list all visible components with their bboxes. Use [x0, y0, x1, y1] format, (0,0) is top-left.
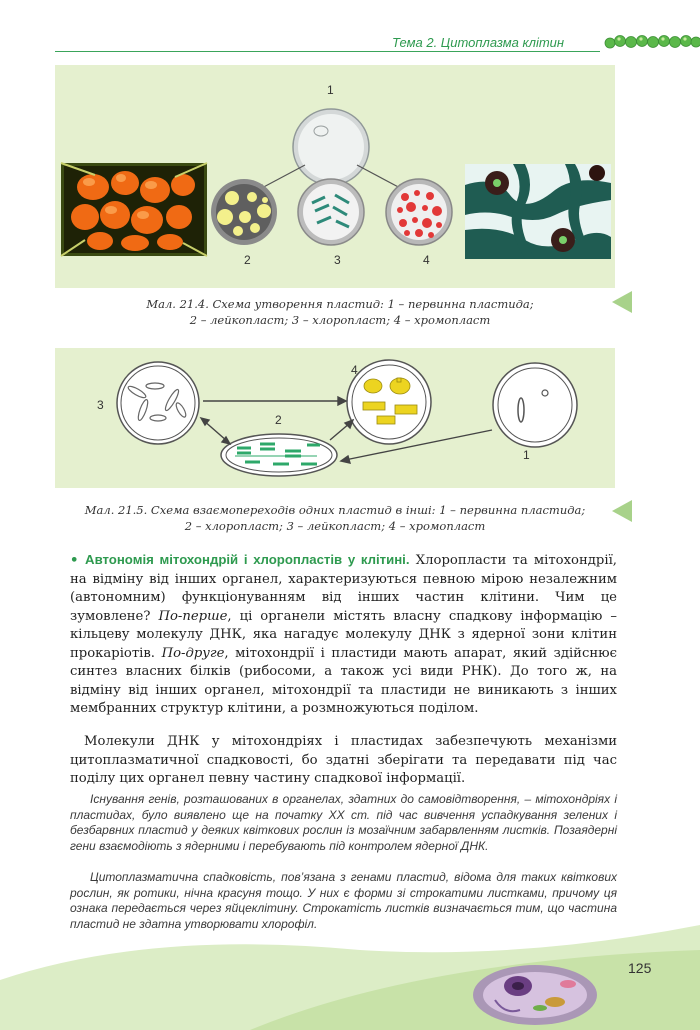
margin-marker	[612, 500, 632, 522]
photo-chromoplasts	[61, 163, 207, 256]
cell-illustration	[473, 965, 597, 1025]
primary-plastid-icon	[493, 363, 577, 447]
fig1-label-2: 2	[244, 253, 251, 267]
fig2-label-4: 4	[351, 363, 358, 377]
leucoplast-icon	[117, 362, 199, 444]
note-organelle-genes: Існування генів, розташованих в органелах, здатних до самовідтворення, – мітохондріях і пластидах, було виявлено ще на початку XX ст. під час вивчення успадкування зелених і безбарвних пластид у деяких квіткових рослин із мозаїчним забарвленням листків. Позаядерні гени взаємодіють з ядерними і перебувають під контролем ядерної ДНК.	[70, 792, 617, 853]
paragraph-emphasis: По-друге	[161, 645, 225, 661]
figure1-caption-line2: 2 – лейкопласт; 3 – хлоропласт; 4 – хромопласт	[189, 313, 491, 327]
header-rule	[55, 51, 600, 52]
paragraph-text: , мітохондрії і пластиди мають апарат, який здійснює синтез власних білків (рибосоми, а також усі види РНК). До того ж, на відміну від інших органел, мітохондрії та пластиди не виникають з інших мембранних структур клітини, а розмножуються поділом.	[70, 645, 617, 716]
bullet-icon: •	[70, 553, 86, 568]
paragraph-text: , ці органели містять власну спадкову інформацію – кільцеву молекулу ДНК, яка нагадує молекулу ДНК з ядерної зони клітин прокаріотів.	[70, 608, 617, 661]
chromoplast-icon	[386, 179, 452, 245]
fig1-label-3: 3	[334, 253, 341, 267]
chapter-title: Тема 2. Цитоплазма клітин	[392, 35, 565, 50]
figure-plastid-transitions	[55, 348, 615, 488]
figure1-caption	[90, 296, 590, 328]
primary-plastid-icon	[293, 109, 369, 185]
fig2-label-2: 2	[275, 413, 282, 427]
paragraph-autonomy	[70, 551, 617, 719]
figure2-caption-line1: Мал. 21.5. Схема взаємопереходів одних пластид в інші: 1 – первинна пластида;	[84, 503, 586, 517]
note-plastid-heredity: Цитоплазматична спадковість, пов’язана з генами пластид, відома для таких квіткових рослин, як ротики, нічна красуня тощо. У них є форми зі строкатими листками, причому ця ознака передається через яйцеклітину. Строкатість листків визначається тим, що частина пластид не здатна утворювати хлорофіл.	[70, 870, 617, 931]
figure2-caption-line2: 2 – хлоропласт; 3 – лейкопласт; 4 – хромопласт	[184, 519, 486, 533]
fig2-label-1: 1	[523, 448, 530, 462]
photo-micrograph	[465, 164, 611, 259]
fig1-label-1: 1	[327, 83, 334, 97]
section-heading: Автономія мітохондрій і хлоропластів у клітині.	[85, 552, 410, 567]
leucoplast-icon	[211, 179, 277, 245]
paragraph-text: Хлоропласти та мітохондрії, на відміну від інших органел, характеризуються певною мірою незалежним (автономним) функціонуванням від інших частин клітини. Чим це зумовлене?	[70, 553, 617, 624]
bead-chain-ornament	[604, 30, 700, 54]
fig1-label-4: 4	[423, 253, 430, 267]
fig2-label-3: 3	[97, 398, 104, 412]
page-number: 125	[628, 960, 652, 976]
chloroplast-icon	[298, 179, 364, 245]
figure1-caption-line1: Мал. 21.4. Схема утворення пластид: 1 – первинна пластида;	[146, 297, 534, 311]
figure2-caption	[55, 502, 615, 534]
margin-marker	[612, 291, 632, 313]
chloroplast-icon	[221, 434, 337, 476]
footer-decoration	[0, 920, 700, 1030]
paragraph-cytoplasmic-heredity: Молекули ДНК у мітохондріях і пластидах забезпечують механізми цитоплазматичної спадковості, бо здатні зберігати та передавати під час поділу цих органел певну частину спадкової інформації.	[70, 734, 617, 786]
paragraph-emphasis: По-перше	[158, 608, 228, 624]
chromoplast-icon	[347, 360, 431, 444]
figure-plastid-formation	[55, 65, 615, 288]
